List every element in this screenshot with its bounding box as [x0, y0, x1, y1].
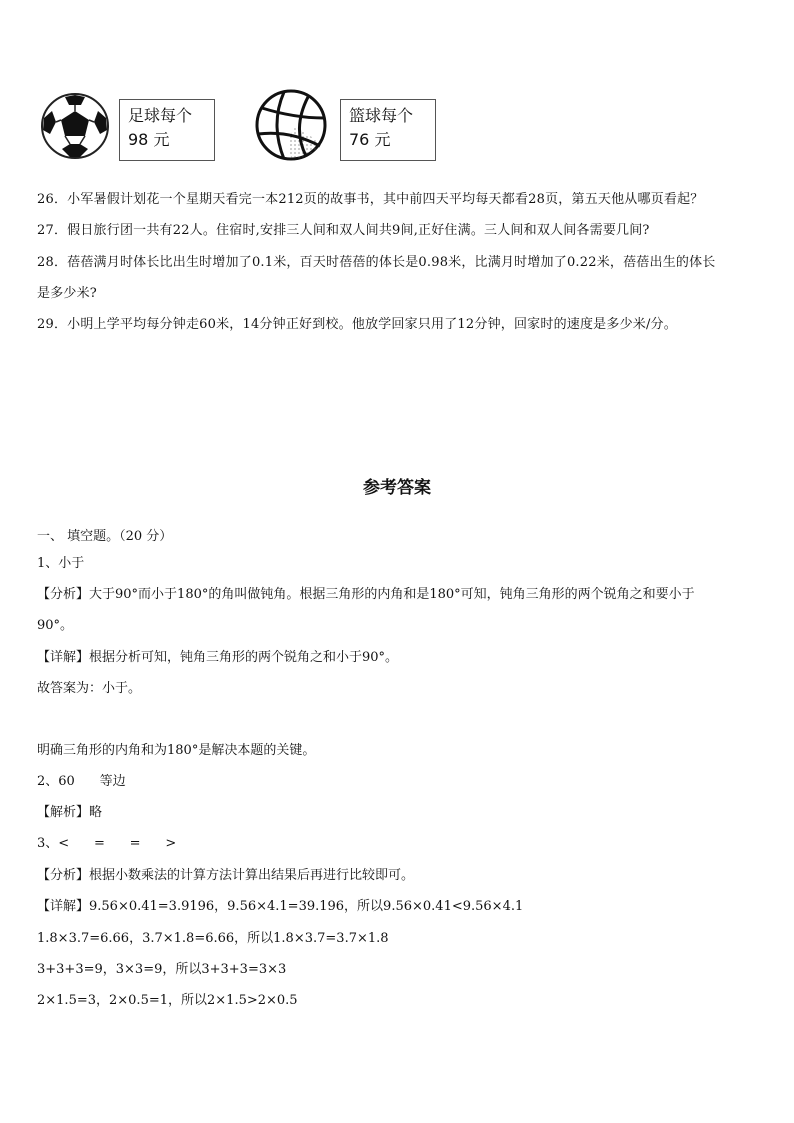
answer-1-detail: 【详解】根据分析可知，钝角三角形的两个锐角之和小于90°。: [37, 650, 399, 665]
question-28-line1: 28．蓓蓓满月时体长比出生时增加了0.1米，百天时蓓蓓的体长是0.98米，比满月时增加了0.22米，蓓蓓出生的体长: [37, 255, 716, 270]
answer-3-detail-line3: 3+3+3=9，3×3=9，所以3+3+3=3×3: [37, 962, 287, 977]
basketball-icon: [254, 88, 328, 162]
question-29: 29．小明上学平均每分钟走60米，14分钟正好到校。他放学回家只用了12分钟，回家时的速度是多少米/分。: [37, 317, 677, 332]
answer-3-detail-line4: 2×1.5=3，2×0.5=1，所以2×1.5>2×0.5: [37, 993, 298, 1008]
soccer-price-box: [119, 99, 215, 161]
answer-2-parse: 【解析】略: [37, 805, 103, 820]
answer-3-heading: 3、< = = >: [37, 836, 177, 851]
answer-1-analysis-line1: 【分析】大于90°而小于180°的角叫做钝角。根据三角形的内角和是180°可知，钝角三角形的两个锐角之和要小于: [37, 587, 695, 602]
answer-1-key-point: 明确三角形的内角和为180°是解决本题的关键。: [37, 743, 316, 758]
basketball-price-label: 篮球每个: [349, 106, 414, 125]
soccer-price-value: 98 元: [128, 130, 170, 149]
question-26: 26．小军暑假计划花一个星期天看完一本212页的故事书，其中前四天平均每天都看28页，第五天他从哪页看起？: [37, 192, 704, 207]
soccer-ball-icon: [40, 92, 110, 160]
answer-3-analysis: 【分析】根据小数乘法的计算方法计算出结果后再进行比较即可。: [37, 868, 415, 883]
basketball-price-value: 76 元: [349, 130, 391, 149]
answer-1-heading: 1、小于: [37, 556, 85, 571]
answer-3-detail-line1: 【详解】9.56×0.41=3.9196，9.56×4.1=39.196，所以9.56×0.41<9.56×4.1: [37, 899, 524, 914]
answer-2-heading: 2、60 等边: [37, 774, 126, 789]
answer-3-detail-line2: 1.8×3.7=6.66，3.7×1.8=6.66，所以1.8×3.7=3.7×1.8: [37, 931, 389, 946]
answer-1-answer: 故答案为：小于。: [37, 681, 142, 696]
section-heading: 一、 填空题。（20 分）: [37, 529, 173, 544]
basketball-price-box: [340, 99, 436, 161]
answer-1-analysis-line2: 90°。: [37, 618, 74, 633]
question-28-line2: 是多少米?: [37, 286, 97, 301]
soccer-price-label: 足球每个: [128, 106, 193, 125]
question-27: 27．假日旅行团一共有22人。住宿时,安排三人间和双人间共9间,正好住满。三人间和双人间各需要几间?: [37, 223, 650, 238]
answers-title: 参考答案: [363, 478, 431, 498]
